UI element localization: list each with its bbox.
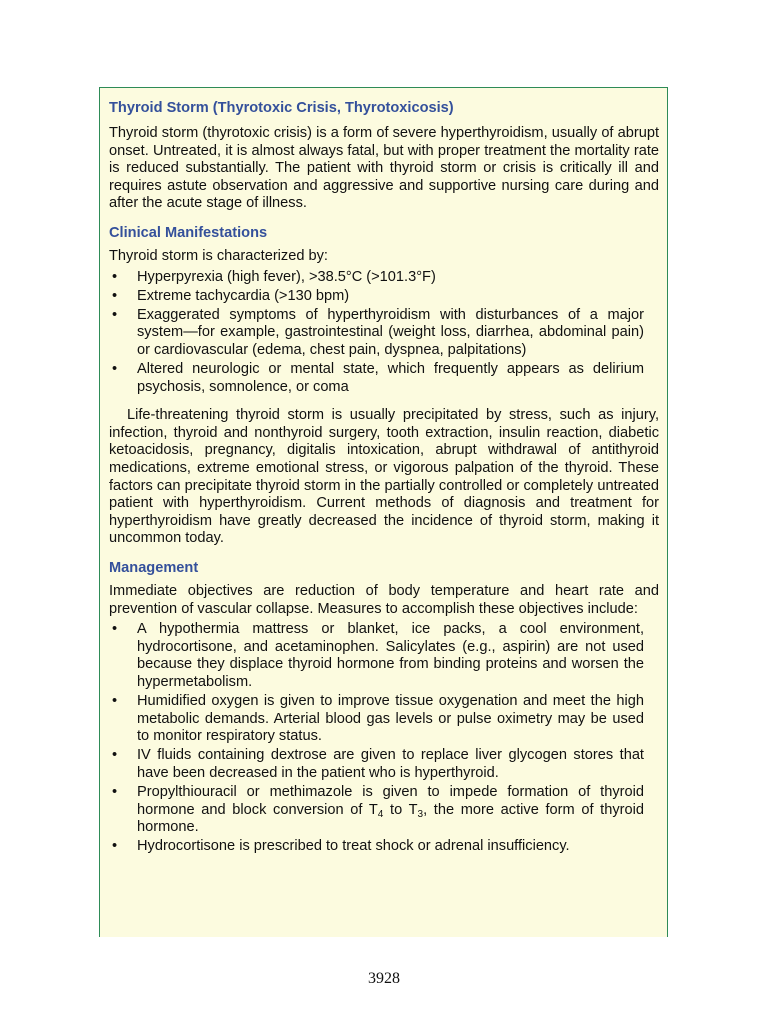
precipitating-factors-paragraph: Life-threatening thyroid storm is usually precipitated by stress, such as injury, infection, thyroid and nonthyroid surgery, tooth extraction, insulin reaction, diabetic ketoacidosis, pregnancy, digitalis intoxication, abrupt withdrawal of antithyroid medications, extreme emotional stress, or vigorous palpation of the thyroid. These factors can precipitate thyroid storm in the partially controlled or completely untreated patient with hyperthyroidism. Current methods of diagnosis and treatment for hyperthyroidism have greatly decreased the incidence of thyroid storm, making it uncommon today.	[109, 407, 659, 547]
list-item: • A hypothermia mattress or blanket, ice packs, a cool environment, hydrocortisone, and acetaminophen. Salicylates (e.g., aspirin) are not used because they displace thyroid hormone from binding proteins and worsen the hypermetabolism.	[112, 621, 644, 690]
clinical-lead: Thyroid storm is characterized by:	[109, 247, 328, 264]
box-title: Thyroid Storm (Thyrotoxic Crisis, Thyrotoxicosis)	[109, 100, 454, 116]
bullet-icon: •	[112, 838, 118, 855]
list-item: • Exaggerated symptoms of hyperthyroidism with disturbances of a major system—for example, gastrointestinal (weight loss, diarrhea, abdominal pain) or cardiovascular (edema, chest pain, dyspnea, palpitations)	[112, 306, 644, 358]
page-number: 3928	[368, 970, 400, 987]
list-item: • Humidified oxygen is given to improve tissue oxygenation and meet the high metabolic demands. Arterial blood gas levels or pulse oximetry may be used to monitor respiratory status.	[112, 693, 644, 745]
bullet-icon: •	[112, 747, 118, 764]
list-item: • Hyperpyrexia (high fever), >38.5°C (>101.3°F)	[112, 268, 436, 285]
list-item: • Propylthiouracil or methimazole is given to impede formation of thyroid hormone and block conversion of $T_4$ to $T_3$, the more active form of thyroid hormone.	[112, 784, 644, 836]
management-heading: Management	[109, 559, 199, 576]
list-item: • IV fluids containing dextrose are given to replace liver glycogen stores that have been decreased in the patient who is hyperthyroid.	[112, 747, 644, 781]
management-list	[109, 621, 659, 856]
bullet-icon: •	[112, 287, 118, 304]
bullet-icon: •	[112, 693, 118, 710]
clinical-list	[109, 269, 659, 397]
list-item: • Altered neurologic or mental state, which frequently appears as delirium psychosis, somnolence, or coma	[112, 361, 644, 395]
management-lead: Immediate objectives are reduction of body temperature and heart rate and prevention of vascular collapse. Measures to accomplish these objectives include:	[109, 582, 659, 617]
bullet-icon: •	[112, 268, 118, 285]
bullet-icon: •	[112, 784, 118, 800]
bullet-icon: •	[112, 621, 118, 638]
thyroid-storm-box	[99, 87, 668, 937]
list-item: • Hydrocortisone is prescribed to treat shock or adrenal insufficiency.	[112, 838, 570, 855]
intro-paragraph: Thyroid storm (thyrotoxic crisis) is a form of severe hyperthyroidism, usually of abrupt onset. Untreated, it is almost always fatal, but with proper treatment the mortality rate is reduced substantially. The patient with thyroid storm or crisis is critically ill and requires astute observation and aggressive and supportive nursing care during and after the acute stage of illness.	[109, 125, 659, 212]
bullet-icon: •	[112, 361, 118, 378]
bullet-icon: •	[112, 306, 118, 323]
clinical-heading: Clinical Manifestations	[109, 224, 268, 241]
list-item: • Extreme tachycardia (>130 bpm)	[112, 287, 350, 304]
